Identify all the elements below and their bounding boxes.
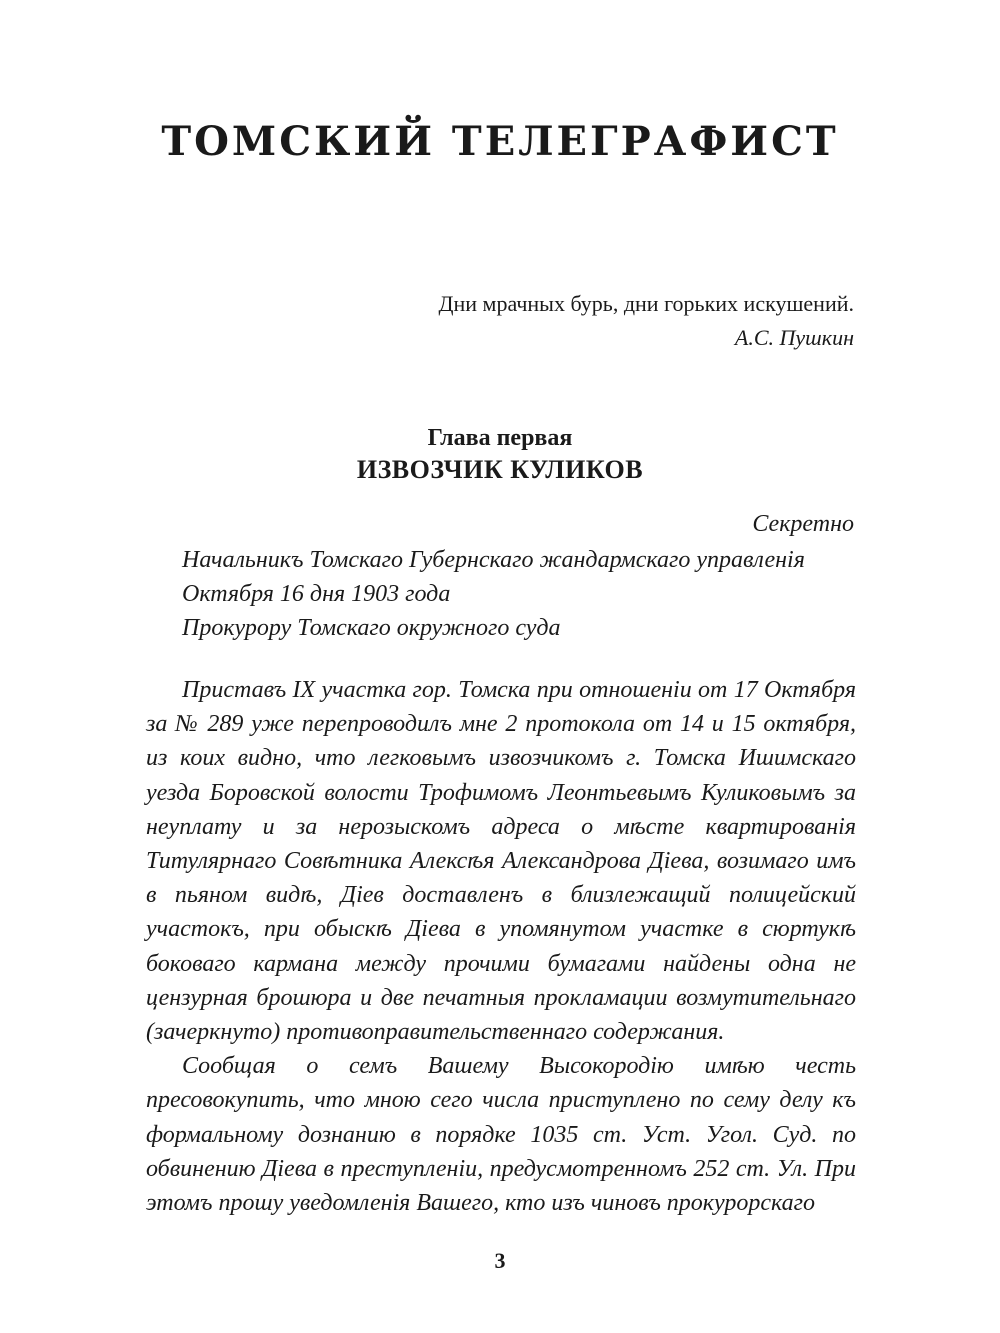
document-classification: Секретно xyxy=(752,511,854,537)
book-title: ТОМСКИЙ ТЕЛЕГРАФИСТ xyxy=(161,118,839,165)
chapter-title: ИЗВОЗЧИК КУЛИКОВ xyxy=(356,455,644,484)
page-number: 3 xyxy=(494,1248,506,1273)
document-header-sender: Начальникъ Томскаго Губернскаго жандармскаго управленія xyxy=(182,547,805,573)
epigraph-author: А.С. Пушкин xyxy=(734,325,854,350)
document-header-date: Октября 16 дня 1903 года xyxy=(182,581,451,607)
epigraph xyxy=(438,287,854,355)
chapter-number: Глава первая xyxy=(427,425,573,451)
body-paragraph: Приставъ IX участка гор. Томска при отношеніи от 17 Октября за № 289 уже перепроводилъ мне 2 протокола от 14 и 15 октября, из коих видно, что легковымъ извозчикомъ г. Томска Ишимскаго уезда Боровской волости Трофимомъ Леонтьевымъ Куликовымъ за неуплату и за нерозыскомъ адреса о мѣсте квартированія Титулярнаго Совѣтника Алексѣя Александрова Діева, возимаго имъ в пьяном видѣ, Діев доставленъ в близлежащий полицейский участокъ, при обыскѣ Діева в упомянутом участке в сюртукѣ боковаго кармана между прочими бумагами найдены одна не цензурная брошюра и две печатныя прокламации возмутительнаго (зачеркнуто) противоправительственнаго содержания. xyxy=(146,677,856,1046)
body-text xyxy=(146,673,856,1220)
body-paragraph: Сообщая о семъ Вашему Высокородію имѣю честь пресовокупить, что мною сего числа приступлено по сему делу къ формальному дознанию в порядке 1035 ст. Уст. Угол. Суд. по обвинению Діева в преступленіи, предусмотренномъ 252 ст. Ул. При этомъ прошу уведомленія Вашего, кто изъ чиновъ прокурорскаго xyxy=(146,1053,856,1217)
document-header xyxy=(182,543,862,645)
epigraph-text: Дни мрачных бурь, дни горьких искушений. xyxy=(438,291,854,316)
document-header-recipient: Прокурору Томскаго окружного суда xyxy=(182,615,561,641)
